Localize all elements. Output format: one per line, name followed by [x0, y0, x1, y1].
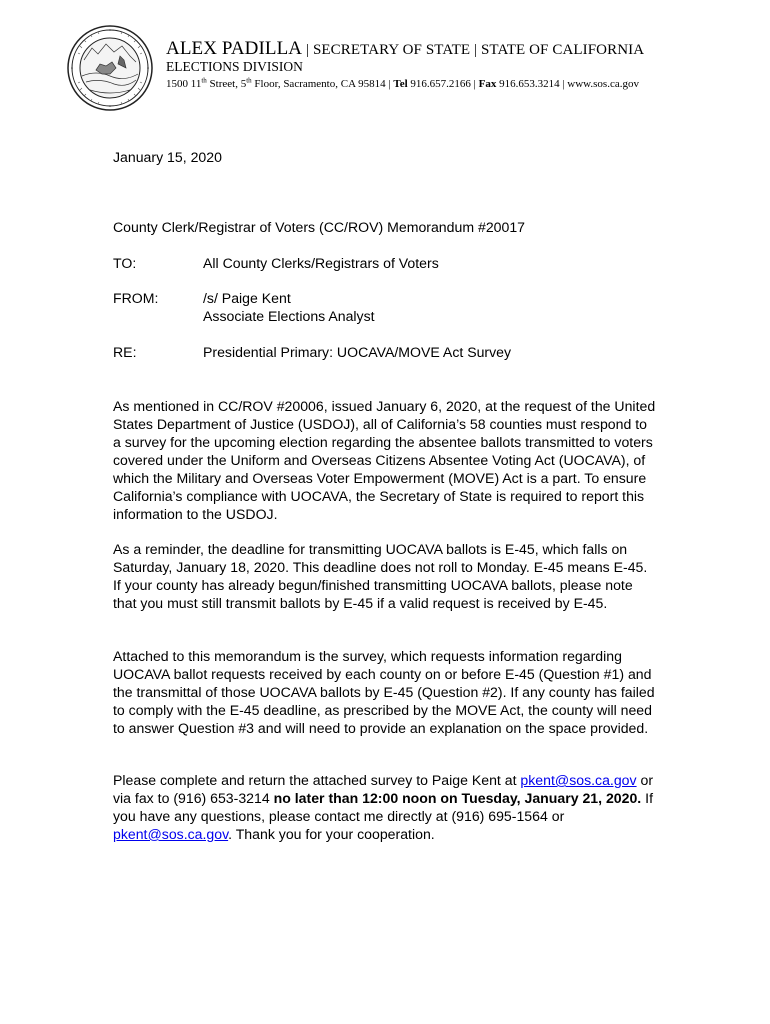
- ordinal-suffix: th: [246, 76, 252, 85]
- re-value: Presidential Primary: UOCAVA/MOVE Act Survey: [203, 344, 512, 360]
- fax-and-website: 916.653.3214 | www.sos.ca.gov: [496, 78, 639, 90]
- contact-line: [166, 74, 644, 94]
- deadline-emphasis: no later than 12:00 noon on Tuesday, January 21, 2020.: [273, 790, 642, 806]
- paragraph-4: [113, 771, 658, 843]
- to-label: TO:: [113, 255, 137, 271]
- paragraph-1: As mentioned in CC/ROV #20006, issued January 6, 2020, at the request of the United States Department of Justice (USDOJ), all of California’s 58 counties must respond to a survey for the upcoming election regarding the absentee ballots transmitted to voters covered under the Uniform and Overseas Citizens Absentee Voting Act (UOCAVA), of which the Military and Overseas Voter Empowerment (MOVE) Act is a part. To ensure California’s compliance with UOCAVA, the Secretary of State is required to report this information to the USDOJ.: [113, 398, 656, 522]
- email-link[interactable]: pkent@sos.ca.gov: [113, 826, 229, 842]
- ordinal-suffix: th: [201, 76, 207, 85]
- paragraph-text: . Thank you for your cooperation.: [228, 826, 435, 842]
- from-value-name: /s/ Paige Kent: [203, 290, 291, 306]
- re-label: RE:: [113, 344, 137, 360]
- separator: |: [302, 42, 313, 58]
- memo-date: January 15, 2020: [113, 149, 222, 165]
- tel-label: Tel: [393, 78, 408, 90]
- paragraph-2: As a reminder, the deadline for transmitting UOCAVA ballots is E-45, which falls on Saturday, January 18, 2020. This deadline does not roll to Monday. E-45 means E-45. If your county has already begun/finished transmitting UOCAVA ballots, please note that you must still transmit ballots by E-45 if a valid request is received by E-45.: [113, 541, 648, 611]
- memo-title: County Clerk/Registrar of Voters (CC/ROV) Memorandum #20017: [113, 219, 526, 235]
- separator: |: [470, 42, 481, 58]
- paragraph-text: Please complete and return the attached survey to Paige Kent at: [113, 772, 521, 788]
- email-link[interactable]: pkent@sos.ca.gov: [520, 772, 637, 788]
- official-name: ALEX PADILLA: [166, 38, 303, 59]
- fax-label: Fax: [478, 78, 497, 90]
- paragraph-text: or via fax to (916) 653-3214: [113, 772, 654, 806]
- from-value-title: Associate Elections Analyst: [203, 308, 375, 324]
- state-name: STATE OF CALIFORNIA: [480, 42, 645, 58]
- address-part: Floor, Sacramento, CA 95814 |: [251, 78, 394, 90]
- letterhead-title-line: [166, 40, 644, 59]
- letterhead: [166, 40, 644, 94]
- office-title: SECRETARY OF STATE: [312, 42, 471, 58]
- paragraph-text: If you have any questions, please contact me directly at (916) 695-1564 or: [113, 790, 653, 824]
- to-value: All County Clerks/Registrars of Voters: [203, 255, 439, 271]
- tel-number: 916.657.2166 |: [407, 78, 479, 90]
- paragraph-3: Attached to this memorandum is the survey, which requests information regarding UOCAVA ballot requests received by each county on or before E-45 (Question #1) and the transmittal of those UOCAVA ballots by E-45 (Question #2). If any county has failed to comply with the E-45 deadline, as prescribed by the MOVE Act, the county will need to answer Question #3 and will need to provide an explanation on the space provided.: [113, 648, 655, 736]
- address-part: 1500 11: [166, 78, 202, 90]
- address-part: Street, 5: [206, 78, 247, 90]
- california-state-seal: [66, 24, 154, 112]
- from-label: FROM:: [113, 290, 159, 306]
- division-name: ELECTIONS DIVISION: [166, 59, 303, 74]
